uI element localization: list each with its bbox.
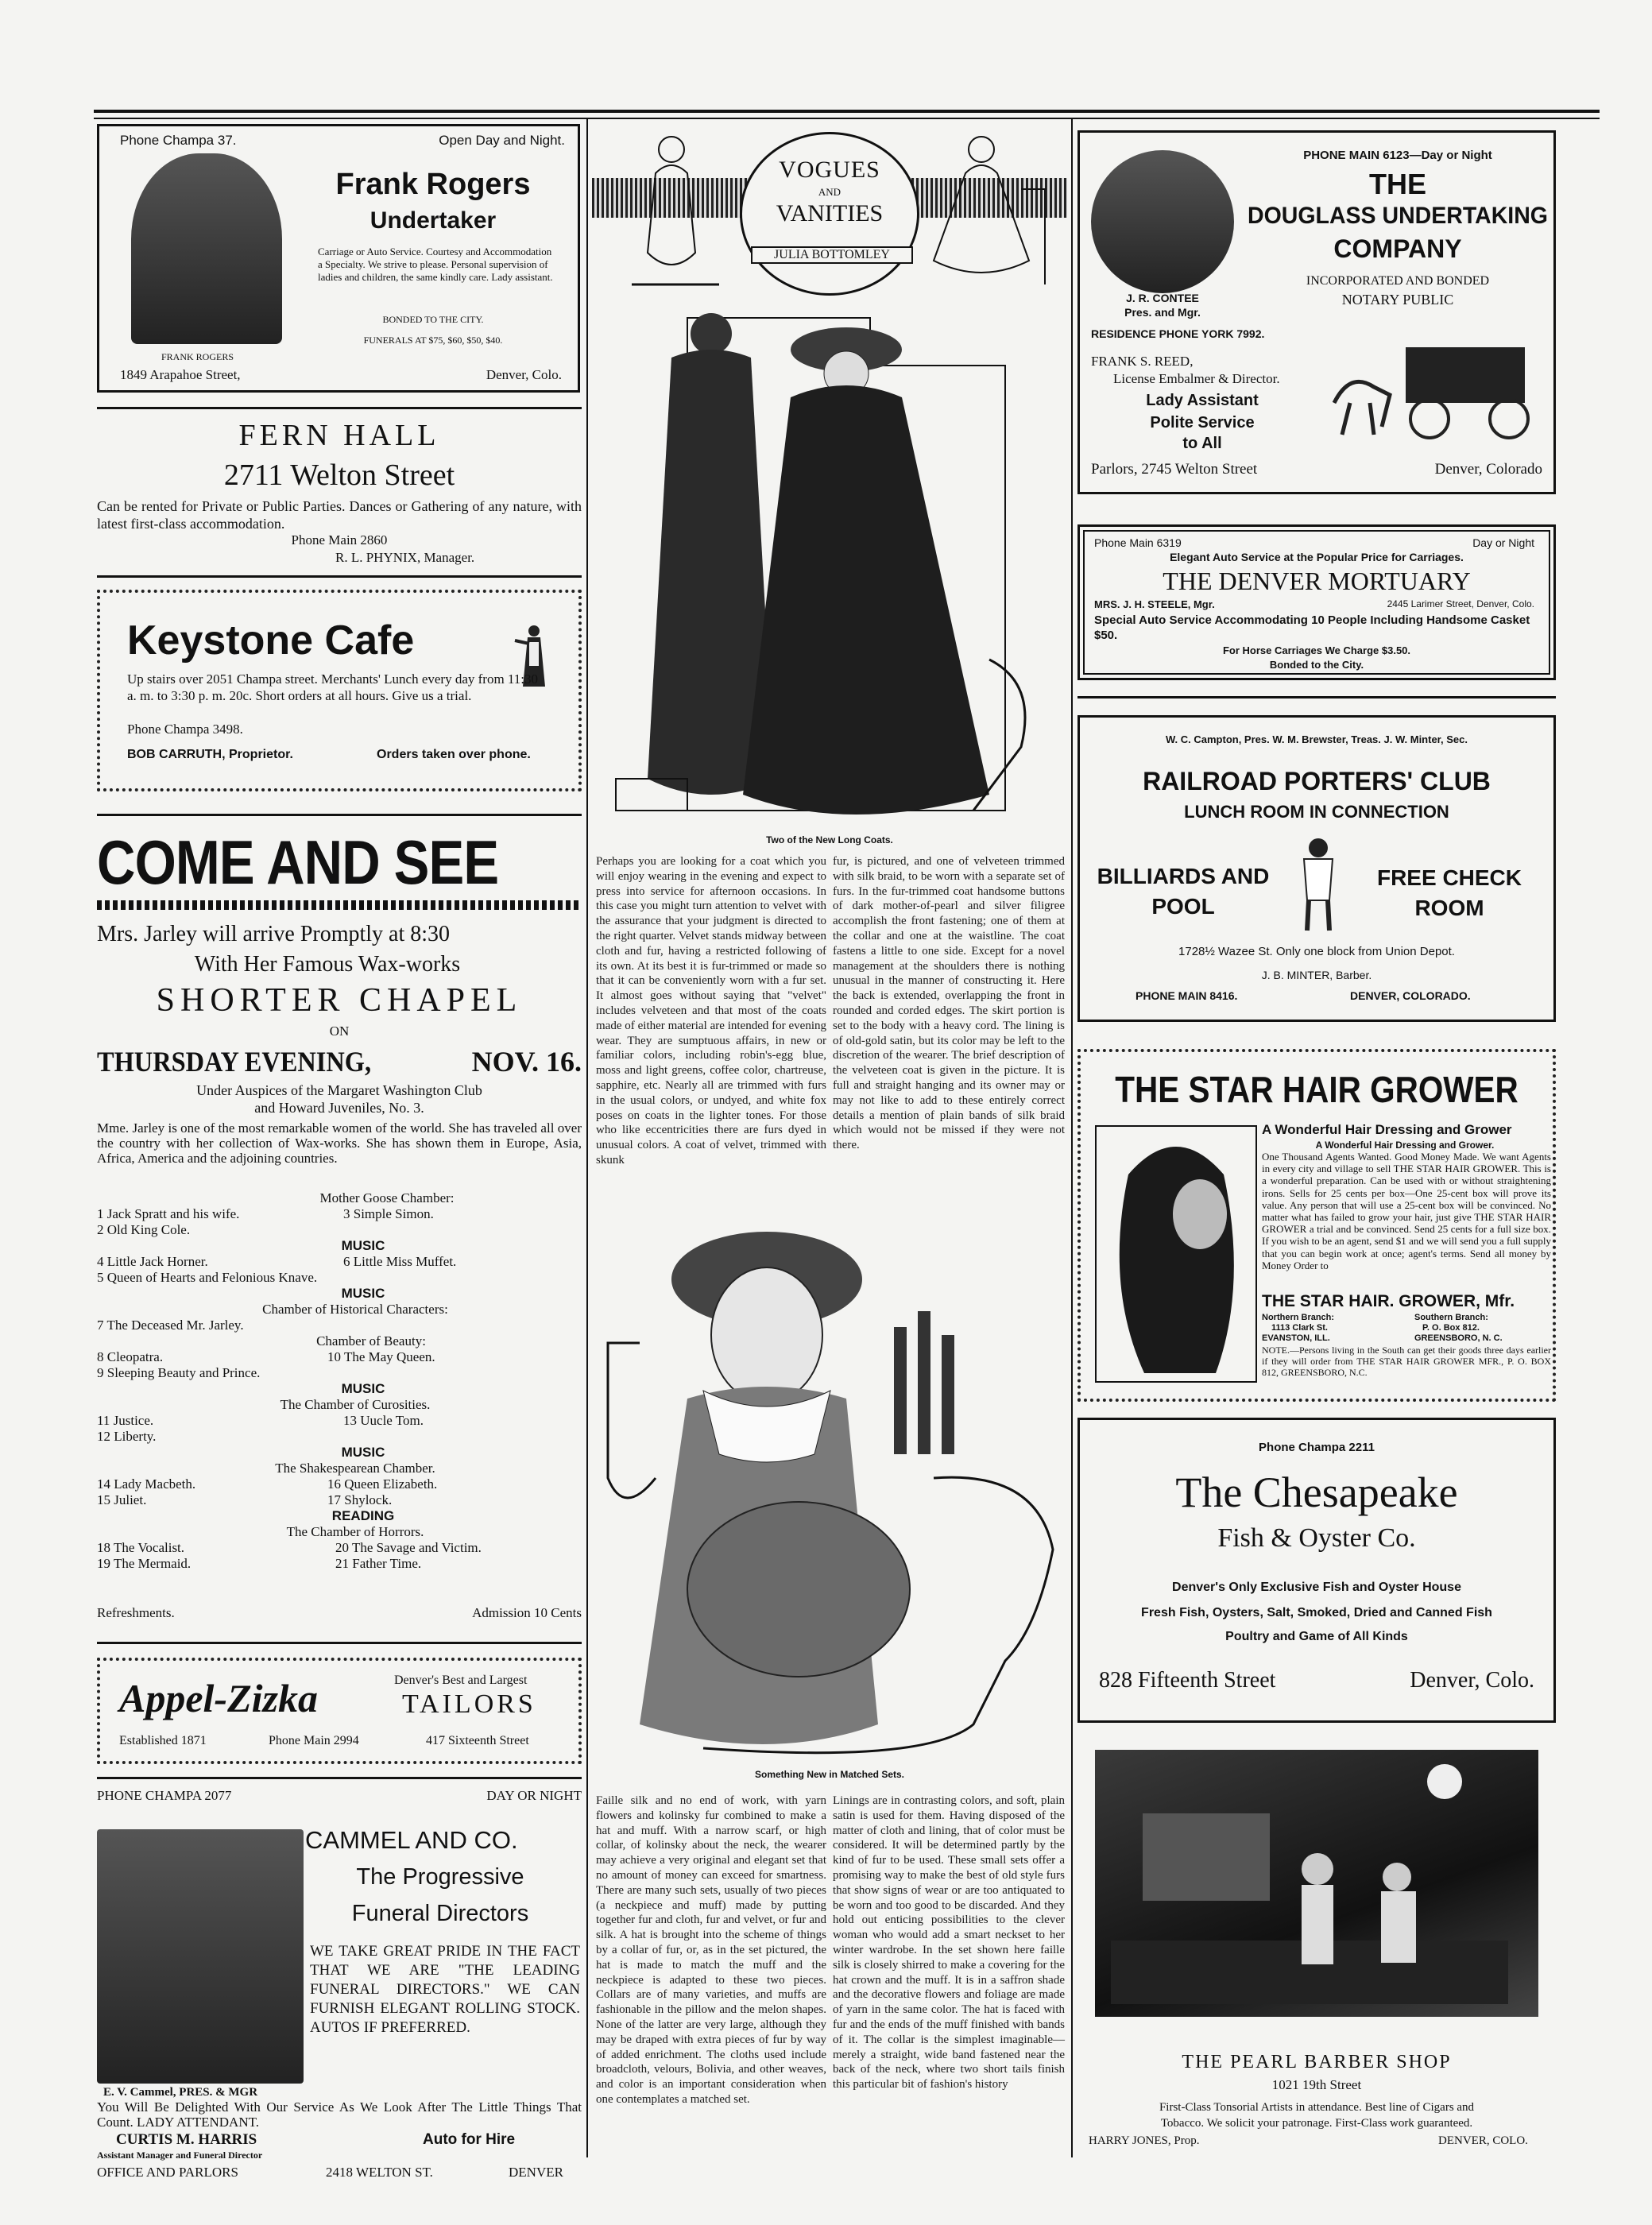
chesapeake-sub: Fish & Oyster Co. bbox=[1217, 1523, 1416, 1553]
douglass-reed: FRANK S. REED, bbox=[1091, 354, 1194, 369]
pearl-name: THE PEARL BARBER SHOP bbox=[1182, 2052, 1452, 2072]
program-item: 19 The Mermaid. bbox=[97, 1556, 192, 1571]
douglass-inc: INCORPORATED AND BONDED bbox=[1306, 274, 1490, 288]
hall-name: FERN HALL bbox=[238, 419, 440, 452]
mortuary-address: 2445 Larimer Street, Denver, Colo. bbox=[1387, 598, 1534, 609]
star-sub: A Wonderful Hair Dressing and Grower bbox=[1262, 1122, 1512, 1137]
program-heading: Chamber of Beauty: bbox=[316, 1333, 426, 1349]
program-row bbox=[97, 1206, 582, 1222]
vogues-title-1: VOGUES bbox=[779, 157, 880, 183]
cammel-portrait bbox=[97, 1829, 304, 2084]
douglass-city: Denver, Colorado bbox=[1434, 461, 1542, 478]
chesapeake-address: 828 Fifteenth Street bbox=[1099, 1668, 1276, 1693]
admission-label: Admission 10 Cents bbox=[472, 1605, 582, 1620]
star-north-addr: 1113 Clark St. bbox=[1271, 1323, 1328, 1333]
cammel-office: OFFICE AND PARLORS bbox=[97, 2165, 238, 2180]
hearse-illustration bbox=[1326, 331, 1549, 443]
barber-shop-interior bbox=[1095, 1750, 1538, 2017]
appel-zizka-ad bbox=[97, 1658, 582, 1764]
porters-check-2: ROOM bbox=[1414, 896, 1484, 920]
cammel-caption: E. V. Cammel, PRES. & MGR bbox=[103, 2086, 258, 2099]
program-item: 8 Cleopatra. bbox=[97, 1349, 164, 1364]
program-reading: READING bbox=[331, 1508, 395, 1523]
douglass-name-2: DOUGLASS UNDERTAKING bbox=[1248, 203, 1548, 229]
pearl-line2: Tobacco. We solicit your patronage. First-Class work guaranteed. bbox=[1160, 2117, 1473, 2130]
porters-check-1: FREE CHECK bbox=[1376, 865, 1522, 890]
mortuary-bonded: Bonded to the City. bbox=[1269, 659, 1364, 671]
article-col-1: Perhaps you are looking for a coat which you will enjoy wearing in the evening and expect to press into service for afternoon occasions. In this case you might turn attention to velvet with the assurance that your judgment is directed to the right quarter. Velvet stands midway between cloth and fur, having a restricted following of its own. At its best it is fur-trimmed or made so that it can be conveniently worn with a fur set. It almost goes without saying that "velvet" includes velveteen and that most of the coats made of either material are intended for evening wear. They are sumptuous affairs, in new or familiar colors, including robin's-egg blue, moss and light greens, coffee color, chartreuse, sapphire, etc. Nearly all are trimmed with furs in the usual colors, or undyed, and white fox poses on coats in the lighter tones. For those who like eccentricities there are furs dyed in unusual colors. A coat of velvet, trimmed with skunk bbox=[596, 855, 826, 1167]
left-figure-drawing bbox=[624, 126, 727, 292]
porters-billiards-1: BILLIARDS AND bbox=[1097, 864, 1270, 888]
porters-address: 1728½ Wazee St. Only one block from Union Depot. bbox=[1178, 945, 1455, 958]
porters-phone: PHONE MAIN 8416. bbox=[1136, 989, 1238, 1002]
chesapeake-line2: Fresh Fish, Oysters, Salt, Smoked, Dried and Canned Fish bbox=[1141, 1606, 1492, 1619]
hall-body: Can be rented for Private or Public Parties. Dances or Gathering of any nature, with latest first-class accommodation. bbox=[97, 498, 582, 532]
porters-barber: J. B. MINTER, Barber. bbox=[1261, 969, 1372, 981]
program-row bbox=[97, 1413, 582, 1429]
mortuary-special: Special Auto Service Accommodating 10 People Including Handsome Casket $50. bbox=[1094, 613, 1530, 642]
douglass-name-3: COMPANY bbox=[1333, 234, 1462, 263]
event-intro: Mme. Jarley is one of the most remarkable women of the world. She has traveled all over the country with her collection of Wax-works. She has shown them in Europe, Asia, Africa, America and the adjoining countries. bbox=[97, 1120, 582, 1166]
frank-rogers-portrait bbox=[131, 153, 282, 344]
program-heading: The Shakespearean Chamber. bbox=[275, 1461, 435, 1476]
star-portrait-frame bbox=[1095, 1125, 1257, 1383]
col-divider-1 bbox=[586, 119, 588, 2157]
cafe-name: Keystone Cafe bbox=[127, 617, 415, 664]
bonded-line: BONDED TO THE CITY. bbox=[382, 314, 484, 325]
vogues-header bbox=[592, 121, 1067, 294]
douglass-residence: RESIDENCE PHONE YORK 7992. bbox=[1091, 327, 1265, 340]
divider bbox=[97, 1642, 582, 1644]
program-row bbox=[97, 1254, 582, 1270]
star-north-city: EVANSTON, ILL. bbox=[1262, 1333, 1330, 1343]
auspices-1: Under Auspices of the Margaret Washington Club bbox=[196, 1082, 482, 1098]
program-item: 9 Sleeping Beauty and Prince. bbox=[97, 1365, 261, 1380]
cammel-name: CAMMEL AND CO. bbox=[305, 1826, 518, 1854]
divider bbox=[97, 575, 582, 578]
cammel-sub1: The Progressive bbox=[356, 1864, 524, 1890]
pearl-address: 1021 19th Street bbox=[1271, 2077, 1362, 2092]
program-row bbox=[97, 1556, 582, 1572]
chesapeake-line3: Poultry and Game of All Kinds bbox=[1225, 1630, 1408, 1643]
douglass-name-1: THE bbox=[1369, 168, 1426, 200]
long-coats-illustration bbox=[592, 302, 1067, 826]
program-item: 7 The Deceased Mr. Jarley. bbox=[97, 1318, 244, 1333]
program-item: 18 The Vocalist. bbox=[97, 1540, 185, 1555]
program-item: 1 Jack Spratt and his wife. bbox=[97, 1206, 240, 1221]
program-item: 10 The May Queen. bbox=[327, 1349, 435, 1364]
mortuary-name: THE DENVER MORTUARY bbox=[1163, 567, 1471, 595]
cafe-orders: Orders taken over phone. bbox=[377, 748, 531, 761]
come-and-see-ad bbox=[97, 818, 582, 1629]
keystone-cafe-ad bbox=[97, 590, 582, 791]
caption-matched-sets: Something New in Matched Sets. bbox=[754, 1769, 905, 1780]
porters-officers: W. C. Campton, Pres. W. M. Brewster, Treas. J. W. Minter, Sec. bbox=[1165, 733, 1468, 745]
vogues-title-2: VANITIES bbox=[776, 200, 884, 226]
program-item: 21 Father Time. bbox=[335, 1556, 422, 1571]
auspices-2: and Howard Juveniles, No. 3. bbox=[254, 1100, 424, 1116]
mortuary-hours: Day or Night bbox=[1472, 536, 1534, 549]
cammel-service: You Will Be Delighted With Our Service As We Look After The Little Things That Count. LADY ATTENDANT. bbox=[97, 2099, 582, 2130]
event-line-2: With Her Famous Wax-works bbox=[194, 952, 461, 977]
divider bbox=[97, 407, 582, 409]
program-row bbox=[97, 1476, 582, 1492]
program-music: MUSIC bbox=[341, 1286, 385, 1301]
caption-long-coats: Two of the New Long Coats. bbox=[766, 834, 893, 846]
cafe-body: Up stairs over 2051 Champa street. Merchants' Lunch every day from 11:30 a. m. to 3:30 p. m. 20c. Short orders at all hours. Give us a trial. bbox=[127, 671, 539, 703]
cammel-body: WE TAKE GREAT PRIDE IN THE FACT THAT WE ARE "THE LEADING FUNERAL DIRECTORS." WE CAN FURNISH ELEGANT ROLLING STOCK. AUTOS IF PREFERRED. bbox=[310, 1943, 580, 2036]
denver-mortuary-ad bbox=[1077, 524, 1556, 680]
cammel-sub2: Funeral Directors bbox=[351, 1901, 529, 1926]
porters-name: RAILROAD PORTERS' CLUB bbox=[1143, 767, 1491, 795]
program-row bbox=[97, 1349, 582, 1365]
program-item: 20 The Savage and Victim. bbox=[335, 1540, 482, 1555]
tailor-phone: Phone Main 2994 bbox=[269, 1734, 359, 1747]
frank-rogers-ad bbox=[97, 124, 580, 393]
hall-phone: Phone Main 2860 bbox=[291, 532, 388, 548]
auto-for-hire: Auto for Hire bbox=[423, 2131, 516, 2148]
city-line: Denver, Colo. bbox=[486, 367, 562, 382]
douglass-parlors: Parlors, 2745 Welton Street bbox=[1091, 461, 1258, 478]
douglass-polite: Polite Service bbox=[1150, 414, 1255, 431]
hall-address: 2711 Welton Street bbox=[223, 459, 455, 492]
cafe-phone: Phone Champa 3498. bbox=[127, 722, 243, 737]
mortuary-phone: Phone Main 6319 bbox=[1094, 536, 1182, 549]
program-item: 5 Queen of Hearts and Felonious Knave. bbox=[97, 1270, 318, 1285]
program-row bbox=[97, 1540, 582, 1556]
chesapeake-phone: Phone Champa 2211 bbox=[1259, 1441, 1375, 1454]
program-item: 14 Lady Macbeth. bbox=[97, 1476, 196, 1492]
refreshments-label: Refreshments. bbox=[97, 1605, 175, 1620]
hours-label: Open Day and Night. bbox=[439, 133, 565, 148]
ornament-border bbox=[97, 900, 582, 910]
event-date-right: NOV. 16. bbox=[471, 1046, 582, 1078]
program-item: 4 Little Jack Horner. bbox=[97, 1254, 208, 1269]
program-item: 15 Juliet. bbox=[97, 1492, 147, 1507]
matched-sets-illustration bbox=[592, 1216, 1067, 1764]
program-heading: The Chamber of Horrors. bbox=[286, 1524, 424, 1539]
business-title: Undertaker bbox=[369, 207, 497, 234]
business-name: Frank Rogers bbox=[335, 168, 531, 201]
program-list bbox=[97, 1190, 582, 1572]
cammel-ad bbox=[97, 1788, 582, 2161]
event-line-1: Mrs. Jarley will arrive Promptly at 8:30 bbox=[97, 922, 451, 946]
fern-hall-ad bbox=[97, 412, 582, 571]
star-south-city: GREENSBORO, N. C. bbox=[1414, 1333, 1503, 1343]
cammel-city: DENVER bbox=[509, 2165, 563, 2180]
harris-name: CURTIS M. HARRIS bbox=[116, 2131, 257, 2148]
program-item: 3 Simple Simon. bbox=[343, 1206, 434, 1221]
tailor-established: Established 1871 bbox=[119, 1734, 207, 1747]
star-hair-grower-ad bbox=[1077, 1049, 1556, 1402]
program-item: 12 Liberty. bbox=[97, 1429, 157, 1444]
pearl-barber-photo bbox=[1095, 1750, 1538, 2017]
chesapeake-name: The Chesapeake bbox=[1175, 1468, 1458, 1516]
cammel-hours: DAY OR NIGHT bbox=[486, 1788, 582, 1803]
pearl-city: DENVER, COLO. bbox=[1438, 2134, 1528, 2147]
cammel-address: 2418 WELTON ST. bbox=[326, 2165, 433, 2180]
program-item: 6 Little Miss Muffet. bbox=[343, 1254, 457, 1269]
program-item: 2 Old King Cole. bbox=[97, 1222, 191, 1237]
star-north: Northern Branch: bbox=[1262, 1313, 1335, 1322]
star-sub-2: A Wonderful Hair Dressing and Grower. bbox=[1315, 1140, 1495, 1151]
star-body: One Thousand Agents Wanted. Good Money Made. We want Agents in every city and village to sell THE STAR HAIR GROWER. This is a wonderful preparation. Can be used with or without straightening irons. Sells for 25 cents per box—One 25-cent box will prove its value. Any person that will use a 25-cent box will be convinced. No matter what has failed to grow your hair, just give THE STAR HAIR GROWER a trial and be convinced. Send 25 cents for a full size box. If you wish to be an agent, send $1 and we will send you a full supply that you can begin work at once; agent's terms. Send all money by Money Order to bbox=[1262, 1151, 1551, 1271]
top-rule-thin bbox=[94, 118, 1600, 119]
hall-manager: R. L. PHYNIX, Manager. bbox=[335, 550, 475, 565]
porter-figure bbox=[1294, 837, 1342, 932]
program-item: 11 Justice. bbox=[97, 1413, 154, 1428]
tailor-address: 417 Sixteenth Street bbox=[426, 1734, 529, 1747]
tailor-name: Appel-Zizka bbox=[119, 1676, 318, 1720]
funerals-line: FUNERALS AT $75, $60, $50, $40. bbox=[363, 335, 503, 346]
star-name: THE STAR HAIR GROWER bbox=[1115, 1069, 1519, 1110]
vogues-byline: JULIA BOTTOMLEY bbox=[751, 246, 913, 264]
cammel-phone: PHONE CHAMPA 2077 bbox=[97, 1788, 232, 1803]
tailor-tag: Denver's Best and Largest bbox=[394, 1674, 528, 1687]
program-heading: Mother Goose Chamber: bbox=[319, 1190, 455, 1205]
porters-billiards-2: POOL bbox=[1151, 894, 1215, 919]
star-south-addr: P. O. Box 812. bbox=[1422, 1323, 1480, 1333]
program-music: MUSIC bbox=[341, 1238, 385, 1253]
article-col-2: fur, is pictured, and one of velveteen trimmed with silk braid, to be worn with a separate set of furs. In the fur-trimmed coat handsome buttons of dark mother-of-pearl and silver filigree accomplish the front fastening; one of them at the collar and one at the waistline. The coat fastens a little to one side. Except for a novel management at the shoulders there is nothing unusual in the manner of constructing it. Here the back is extended, overlapping the front in rounded and corded edges. The skirt portion is set to the body with a heavy cord. The lining is of old-gold satin, but its color may be left to the discretion of the wearer. The brief description of the velveteen coat is given in the picture. It is full and straight hanging and its owner may or may not like to add to these entirely correct details a mention of plain bands of silk braid which would not be missed if they were not there. bbox=[833, 855, 1065, 1152]
article-col-3: Faille silk and no end of work, with yarn flowers and kolinsky fur combined to make a hat and muff. With a narrow scarf, or high collar, of kolinsky about the neck, the wearer may achieve a very original and elegant set that no amount of money can exceed for smartness. There are many such sets, usually of two pieces (a neckpiece and muff) made by putting together fur and cloth, fur and velvet, or fur and silk. A hat is brought into the scheme of things by a collar of fur, or, as in the set pictured, the hat is made to match the muff and the neckpiece is adapted to these two pieces. Collars are of many varieties, and muffs are fashionable in the pillow and the melon shapes. None of the latter are very large, although they may be draped with extra pieces of fur by way of added enrichment. The cloths used include broadcloth, velours, Bolivia, and other weaves, and color is an important consideration when one contemplates a matched set. bbox=[596, 1794, 826, 2106]
program-heading: Chamber of Historical Characters: bbox=[262, 1302, 448, 1317]
phone-label: Phone Champa 37. bbox=[120, 133, 237, 148]
program-music: MUSIC bbox=[341, 1445, 385, 1460]
porters-city: DENVER, COLORADO. bbox=[1350, 989, 1471, 1002]
chesapeake-line1: Denver's Only Exclusive Fish and Oyster House bbox=[1172, 1581, 1461, 1594]
tailor-label: TAILORS bbox=[402, 1689, 536, 1719]
star-note: NOTE.—Persons living in the South can get their goods three days earlier if they will order from THE STAR HAIR GROWER MFR., P. O. BOX 812, GREENSBORO, N.C. bbox=[1262, 1345, 1551, 1378]
douglass-toall: to All bbox=[1182, 435, 1222, 452]
porters-lunch: LUNCH ROOM IN CONNECTION bbox=[1184, 802, 1449, 822]
star-mfr: THE STAR HAIR. GROWER, Mfr. bbox=[1262, 1292, 1515, 1310]
contee-caption-2: Pres. and Mgr. bbox=[1124, 306, 1201, 319]
top-rule bbox=[94, 110, 1600, 113]
program-item: 13 Uucle Tom. bbox=[343, 1413, 424, 1428]
mortuary-mgr: MRS. J. H. STEELE, Mgr. bbox=[1094, 598, 1215, 610]
article-col-4: Linings are in contrasting colors, and soft, plain satin is used for them. Having disposed of the matter of cloth and lining, that of color must be considered. It will be determined partly by the kind of fur to be used. These small sets offer a promising way to make the best of old style furs that show signs of wear or are too antiquated to be worn and too good to be discarded. And they hold out enticing possibilities to the clever woman who would add a smart neckset to her winter wardrobe. In the set shown here faille silk is closely shirred to make a covering for the hat crown and the muff. It is in a saffron shade and the decorative flowers and foliage are made of yarn in the same color. The hat is faced with fur and the ends of the muff finished with bands of it. The collar is the simplest imaginable—merely a straight, wide band fastened near the back of the neck, where two short tails finish this particular bit of fashion's history bbox=[833, 1794, 1065, 2092]
event-headline: COME AND SEE bbox=[97, 827, 499, 897]
divider bbox=[97, 1777, 582, 1779]
program-heading: The Chamber of Curosities. bbox=[280, 1397, 431, 1412]
pearl-prop: HARRY JONES, Prop. bbox=[1089, 2134, 1200, 2147]
program-item: 17 Shylock. bbox=[327, 1492, 393, 1507]
program-music: MUSIC bbox=[341, 1381, 385, 1396]
business-body: Carriage or Auto Service. Courtesy and Accommodation a Specialty. We strive to please. Personal supervision of ladies and children, the same kindly care. Lady assistant. bbox=[318, 246, 553, 283]
chesapeake-city: Denver, Colo. bbox=[1410, 1668, 1534, 1693]
harris-title: Assistant Manager and Funeral Director bbox=[97, 2150, 263, 2161]
mortuary-horse: For Horse Carriages We Charge $3.50. bbox=[1222, 644, 1411, 656]
right-figure-drawing bbox=[926, 126, 1061, 292]
contee-caption-1: J. R. CONTEE bbox=[1126, 292, 1199, 304]
douglass-embalmer: License Embalmer & Director. bbox=[1113, 371, 1280, 386]
mortuary-elegant: Elegant Auto Service at the Popular Price for Carriages. bbox=[1170, 551, 1464, 563]
program-row bbox=[97, 1492, 582, 1508]
douglass-phone: PHONE MAIN 6123—Day or Night bbox=[1303, 149, 1492, 162]
douglass-lady: Lady Assistant bbox=[1146, 392, 1259, 409]
portrait-caption: FRANK ROGERS bbox=[161, 351, 234, 362]
contee-portrait bbox=[1091, 150, 1234, 293]
address-line: 1849 Arapahoe Street, bbox=[120, 367, 241, 382]
divider bbox=[97, 814, 582, 816]
railroad-porters-ad bbox=[1077, 715, 1556, 1022]
douglass-notary: NOTARY PUBLIC bbox=[1341, 292, 1454, 308]
chesapeake-ad bbox=[1077, 1418, 1556, 1723]
douglass-undertaking-ad bbox=[1077, 130, 1556, 494]
woman-long-hair-illustration bbox=[1097, 1127, 1255, 1381]
vogues-and: AND bbox=[818, 186, 841, 198]
col-divider-2 bbox=[1071, 119, 1073, 2157]
divider bbox=[1077, 696, 1556, 698]
event-venue: SHORTER CHAPEL bbox=[156, 982, 523, 1019]
cafe-proprietor: BOB CARRUTH, Proprietor. bbox=[127, 748, 293, 761]
event-date-left: THURSDAY EVENING, bbox=[97, 1046, 372, 1078]
pearl-line1: First-Class Tonsorial Artists in attendance. Best line of Cigars and bbox=[1159, 2101, 1475, 2114]
program-item: 16 Queen Elizabeth. bbox=[327, 1476, 438, 1492]
event-on: ON bbox=[329, 1023, 350, 1039]
star-south: Southern Branch: bbox=[1414, 1313, 1488, 1322]
